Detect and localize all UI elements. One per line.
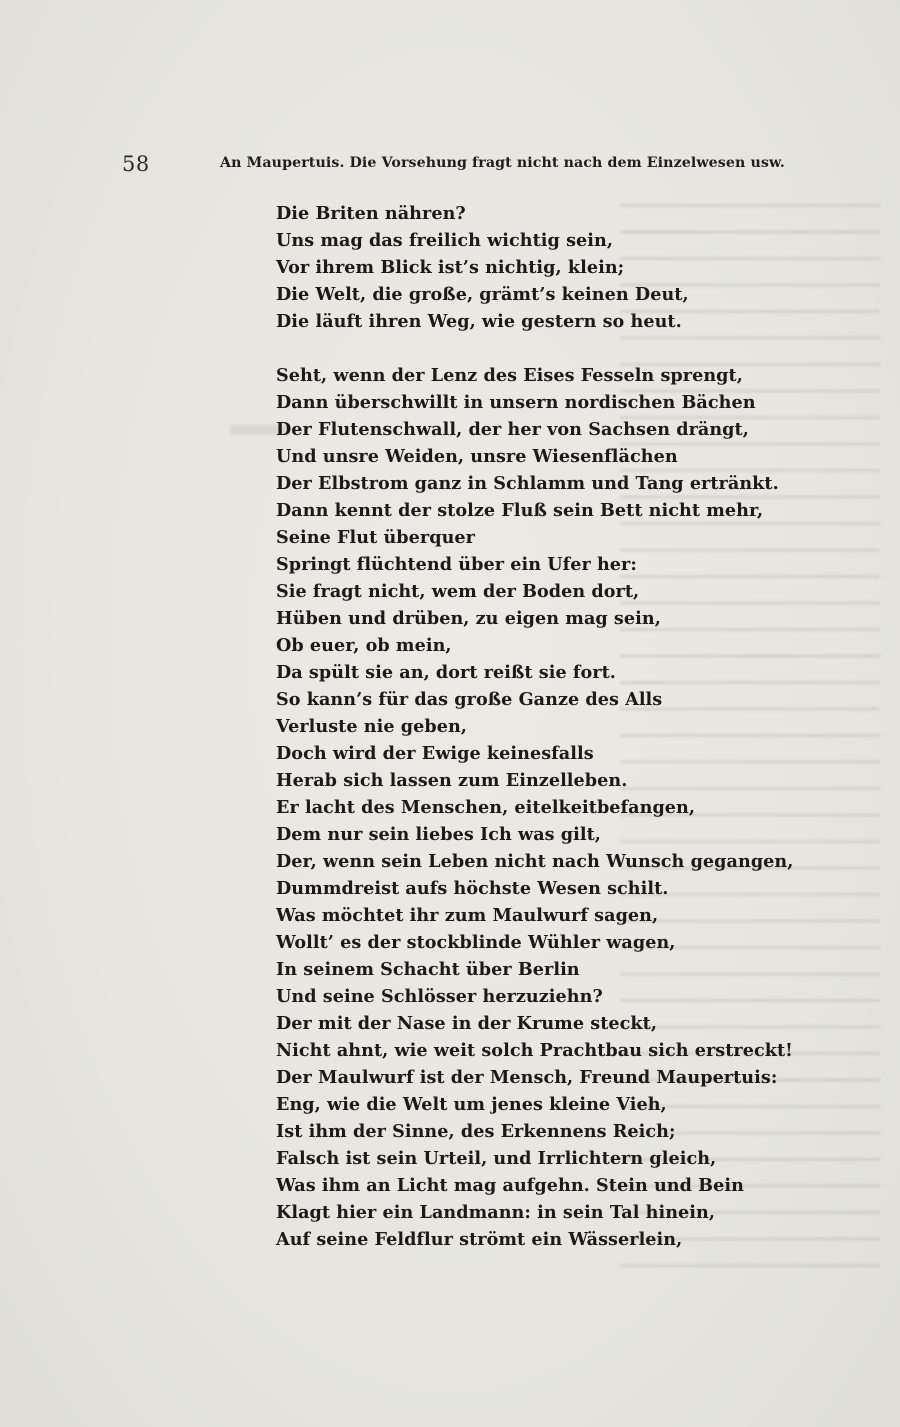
verse-line: Der mit der Nase in der Krume steckt, [276,1013,657,1034]
verse-line: So kann’s für das große Ganze des Alls [276,689,663,710]
verse-line: Die Welt, die große, grämt’s keinen Deut, [276,284,689,305]
verse-line: Dummdreist aufs höchste Wesen schilt. [276,878,669,899]
verse-line: Vor ihrem Blick ist’s nichtig, klein; [276,257,625,278]
verse-line: In seinem Schacht über Berlin [276,959,580,980]
verse-line: Der Elbstrom ganz in Schlamm und Tang ertränkt. [276,473,779,494]
verse-line: Dann kennt der stolze Fluß sein Bett nicht mehr, [276,500,764,521]
verse-line: Was möchtet ihr zum Maulwurf sagen, [276,905,659,926]
verse-line: Sie fragt nicht, wem der Boden dort, [276,581,640,602]
page-header [0,152,900,182]
verse-line: Ist ihm der Sinne, des Erkennens Reich; [276,1121,676,1142]
verse-line: Der Flutenschwall, der her von Sachsen drängt, [276,419,749,440]
verse-line: Die läuft ihren Weg, wie gestern so heut. [276,311,682,332]
verse-line: Dem nur sein liebes Ich was gilt, [276,824,601,845]
page-number: 58 [122,152,150,176]
verse-line: Der Maulwurf ist der Mensch, Freund Maupertuis: [276,1067,778,1088]
stanza-2 [276,362,794,1253]
verse-line: Nicht ahnt, wie weit solch Prachtbau sich erstreckt! [276,1040,793,1061]
verse-line: Herab sich lassen zum Einzelleben. [276,770,628,791]
verse-line: Springt flüchtend über ein Ufer her: [276,554,637,575]
stanza-break [276,335,746,362]
verse-line: Und unsre Weiden, unsre Wiesenflächen [276,446,678,467]
verse-line: Ob euer, ob mein, [276,635,452,656]
verse-line: Wollt’ es der stockblinde Wühler wagen, [276,932,676,953]
verse-line: Der, wenn sein Leben nicht nach Wunsch gegangen, [276,851,794,872]
poem-body [276,200,794,1253]
verse-line: Dann überschwillt in unsern nordischen Bächen [276,392,756,413]
verse-line: Uns mag das freilich wichtig sein, [276,230,614,251]
verse-line: Falsch ist sein Urteil, und Irrlichtern gleich, [276,1148,717,1169]
verse-line: Verluste nie geben, [276,716,467,737]
verse-line: Die Briten nähren? [276,203,466,224]
verse-line: Auf seine Feldflur strömt ein Wässerlein, [276,1229,683,1250]
verse-line: Und seine Schlösser herzuziehn? [276,986,603,1007]
verse-line: Klagt hier ein Landmann: in sein Tal hinein, [276,1202,716,1223]
verse-line: Eng, wie die Welt um jenes kleine Vieh, [276,1094,667,1115]
verse-line: Hüben und drüben, zu eigen mag sein, [276,608,661,629]
verse-line: Da spült sie an, dort reißt sie fort. [276,662,616,683]
verse-line: Seine Flut überquer [276,527,475,548]
running-head: An Maupertuis. Die Vorsehung fragt nicht nach dem Einzelwesen usw. [220,155,785,171]
verse-line: Seht, wenn der Lenz des Eises Fesseln sprengt, [276,365,743,386]
verse-line: Er lacht des Menschen, eitelkeitbefangen, [276,797,696,818]
stanza-1 [276,200,746,335]
verse-line: Was ihm an Licht mag aufgehn. Stein und Bein [276,1175,744,1196]
verse-line: Doch wird der Ewige keinesfalls [276,743,594,764]
